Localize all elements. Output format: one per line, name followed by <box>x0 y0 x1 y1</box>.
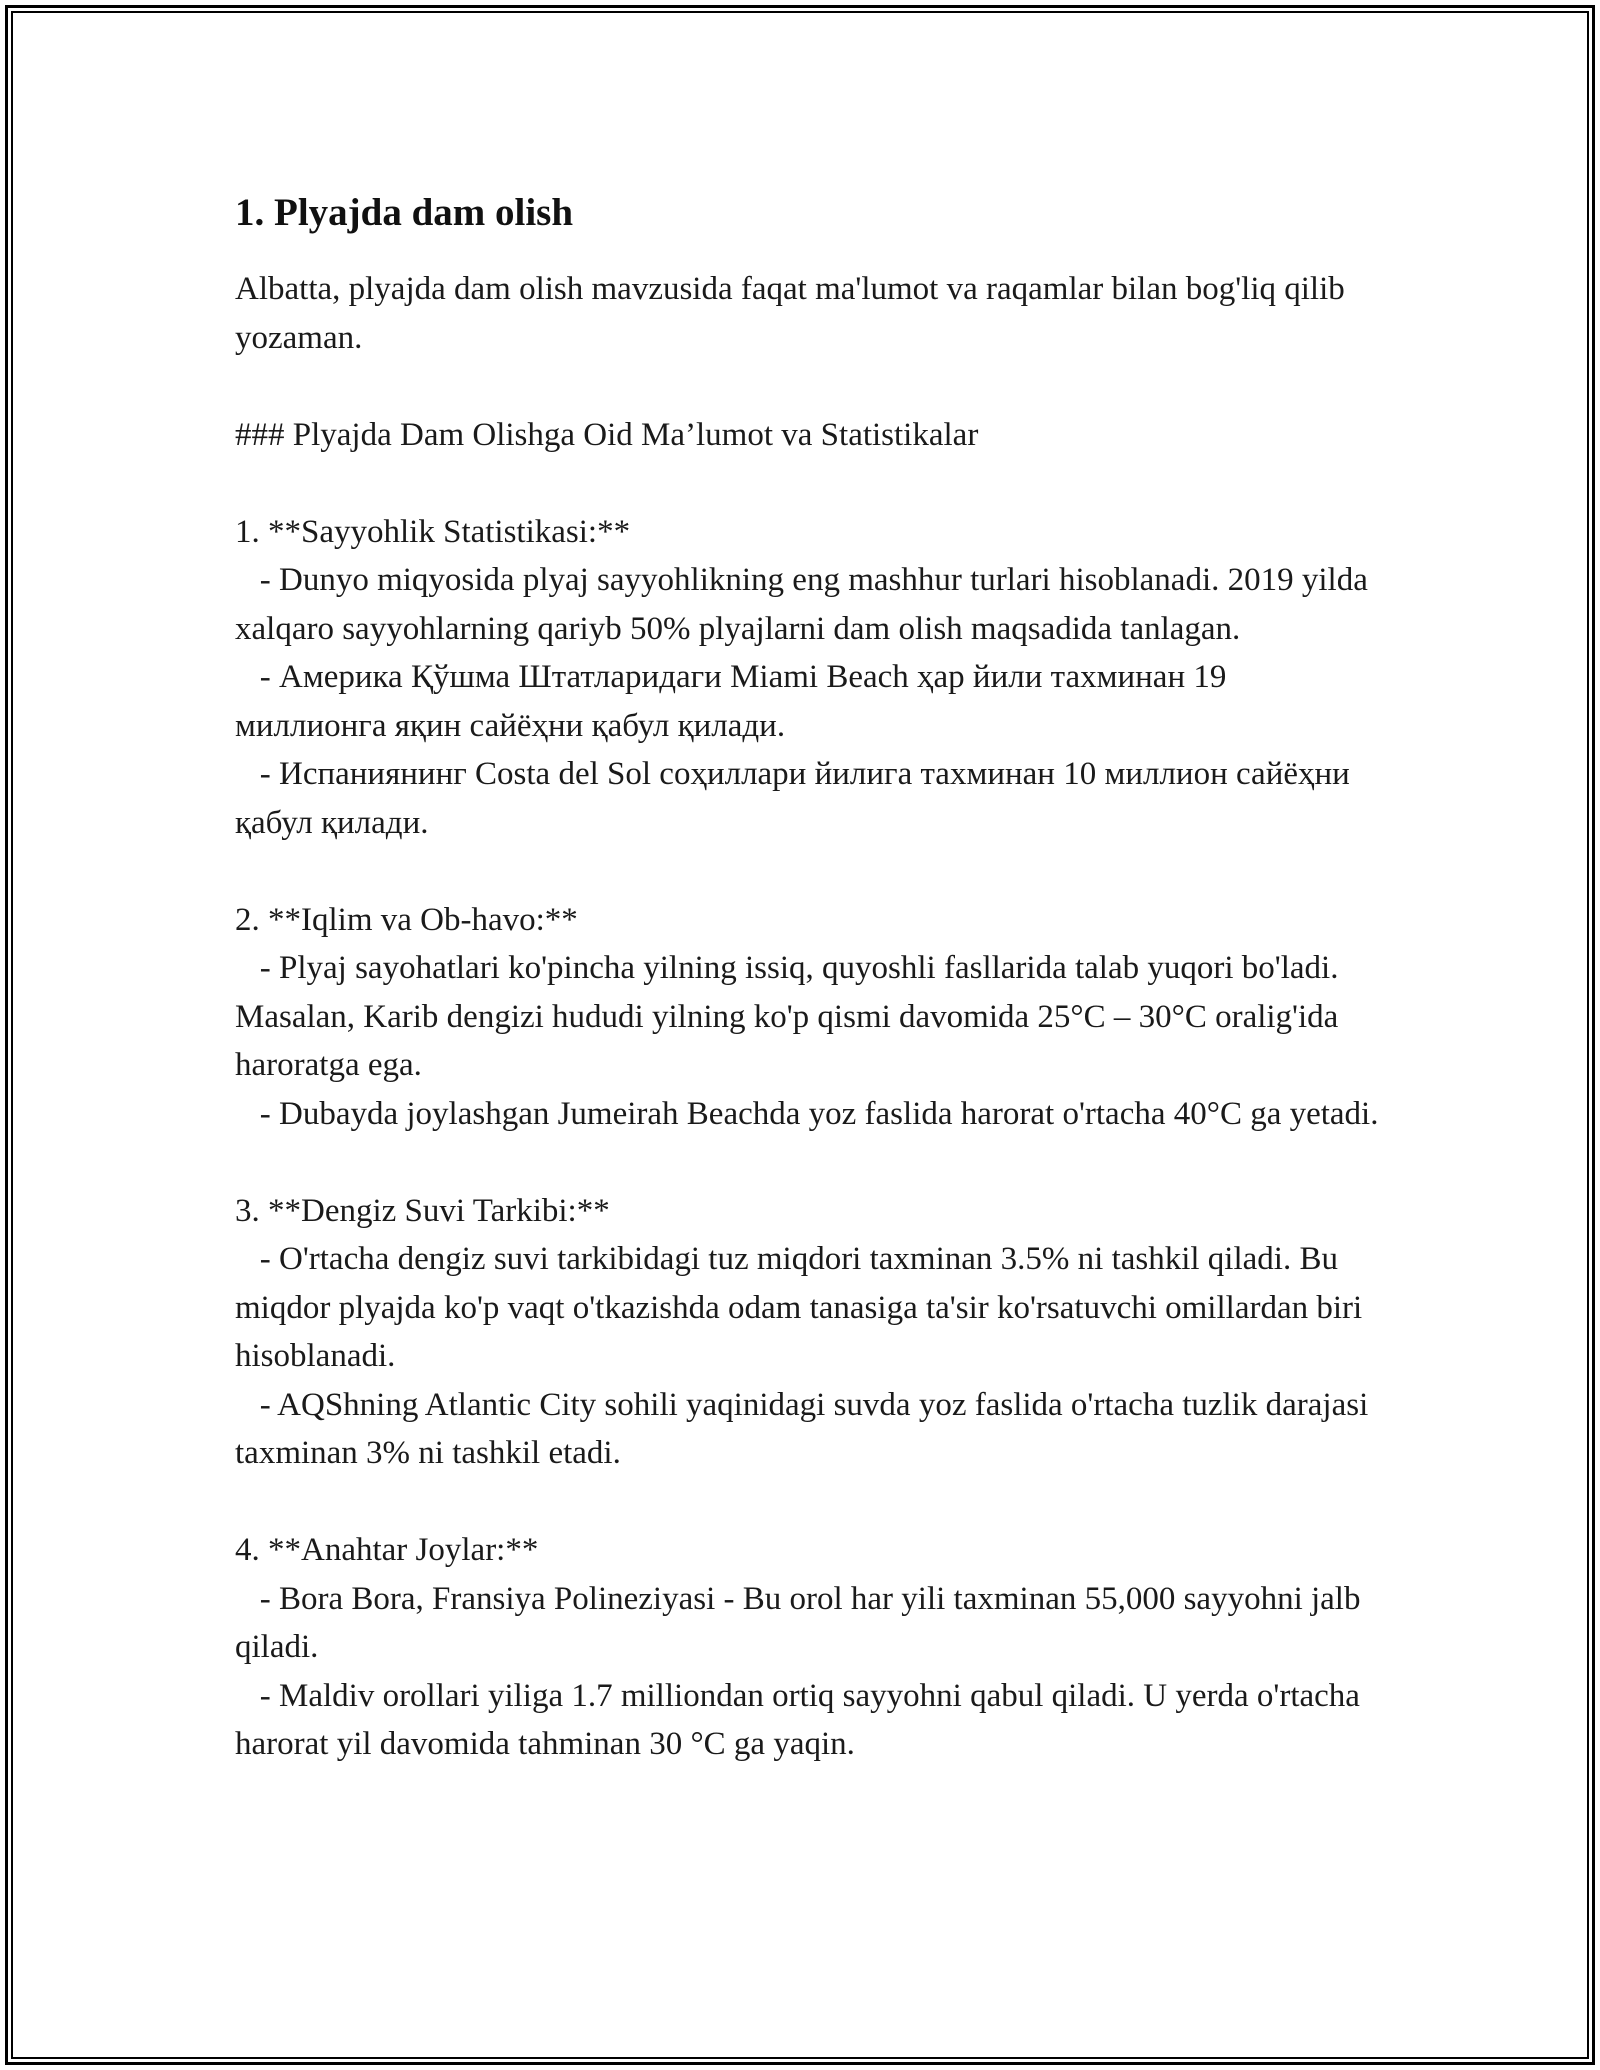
list-item: - Испаниянинг Costa del Sol соҳиллари йилига тахминан 10 миллион сайёҳни қабул қилади. <box>235 756 1350 841</box>
list-item: - Dubayda joylashgan Jumeirah Beachda yoz faslida harorat o'rtacha 40°C ga yetadi. <box>259 1095 1379 1132</box>
section-heading: 1. **Sayyohlik Statistikasi:** <box>235 513 631 550</box>
list-item: - AQShning Atlantic City sohili yaqinidagi suvda yoz faslida o'rtacha tuzlik darajasi taxminan 3% ni tashkil etadi. <box>235 1386 1369 1471</box>
section-heading: 4. **Anahtar Joylar:** <box>235 1532 539 1568</box>
document-title: 1. Plyajda dam olish <box>235 191 574 234</box>
section-seawater-composition <box>235 1187 1380 1478</box>
list-item: - Maldiv orollari yiliga 1.7 milliondan ortiq sayyohni qabul qiladi. U yerda o'rtacha harorat yil davomida tahminan 30 °C ga yaqin. <box>235 1677 1360 1762</box>
intro-paragraph: Albatta, plyajda dam olish mavzusida faqat ma'lumot va raqamlar bilan bog'liq qilib yozaman. <box>235 271 1345 356</box>
list-item: - O'rtacha dengiz suvi tarkibidagi tuz miqdori taxminan 3.5% ni tashkil qiladi. Bu miqdor plyajda ko'p vaqt o'tkazishda odam tanasiga ta'sir ko'rsatuvchi omillardan biri hisoblanadi. <box>235 1241 1363 1374</box>
section-main-heading: ### Plyajda Dam Olishga Oid Ma’lumot va Statistikalar <box>235 416 979 453</box>
document-body <box>235 183 1380 1769</box>
section-heading: 2. **Iqlim va Ob-havo:** <box>235 901 578 938</box>
list-item: - Plyaj sayohatlari ko'pincha yilning issiq, quyoshli fasllarida talab yuqori bo'ladi. Masalan, Karib dengizi hududi yilning ko'p qismi davomida 25°C – 30°C oralig'ida haroratga ega. <box>235 950 1339 1083</box>
section-climate-weather <box>235 896 1380 1139</box>
section-key-places <box>235 1526 1380 1769</box>
section-tourism-statistics <box>235 508 1380 848</box>
section-heading: 3. **Dengiz Suvi Tarkibi:** <box>235 1192 610 1229</box>
list-item: - Америка Қўшма Штатларидаги Miami Beach ҳар йили тахминан 19 миллионга яқин сайёҳни қабул қилади. <box>235 659 1227 744</box>
list-item: - Dunyo miqyosida plyaj sayyohlikning eng mashhur turlari hisoblanadi. 2019 yilda xalqaro sayyohlarning qariyb 50% plyajlarni dam olish maqsadida tanlagan. <box>235 562 1368 647</box>
list-item: - Bora Bora, Fransiya Polineziyasi - Bu orol har yili taxminan 55,000 sayyohni jalb qiladi. <box>235 1580 1361 1665</box>
